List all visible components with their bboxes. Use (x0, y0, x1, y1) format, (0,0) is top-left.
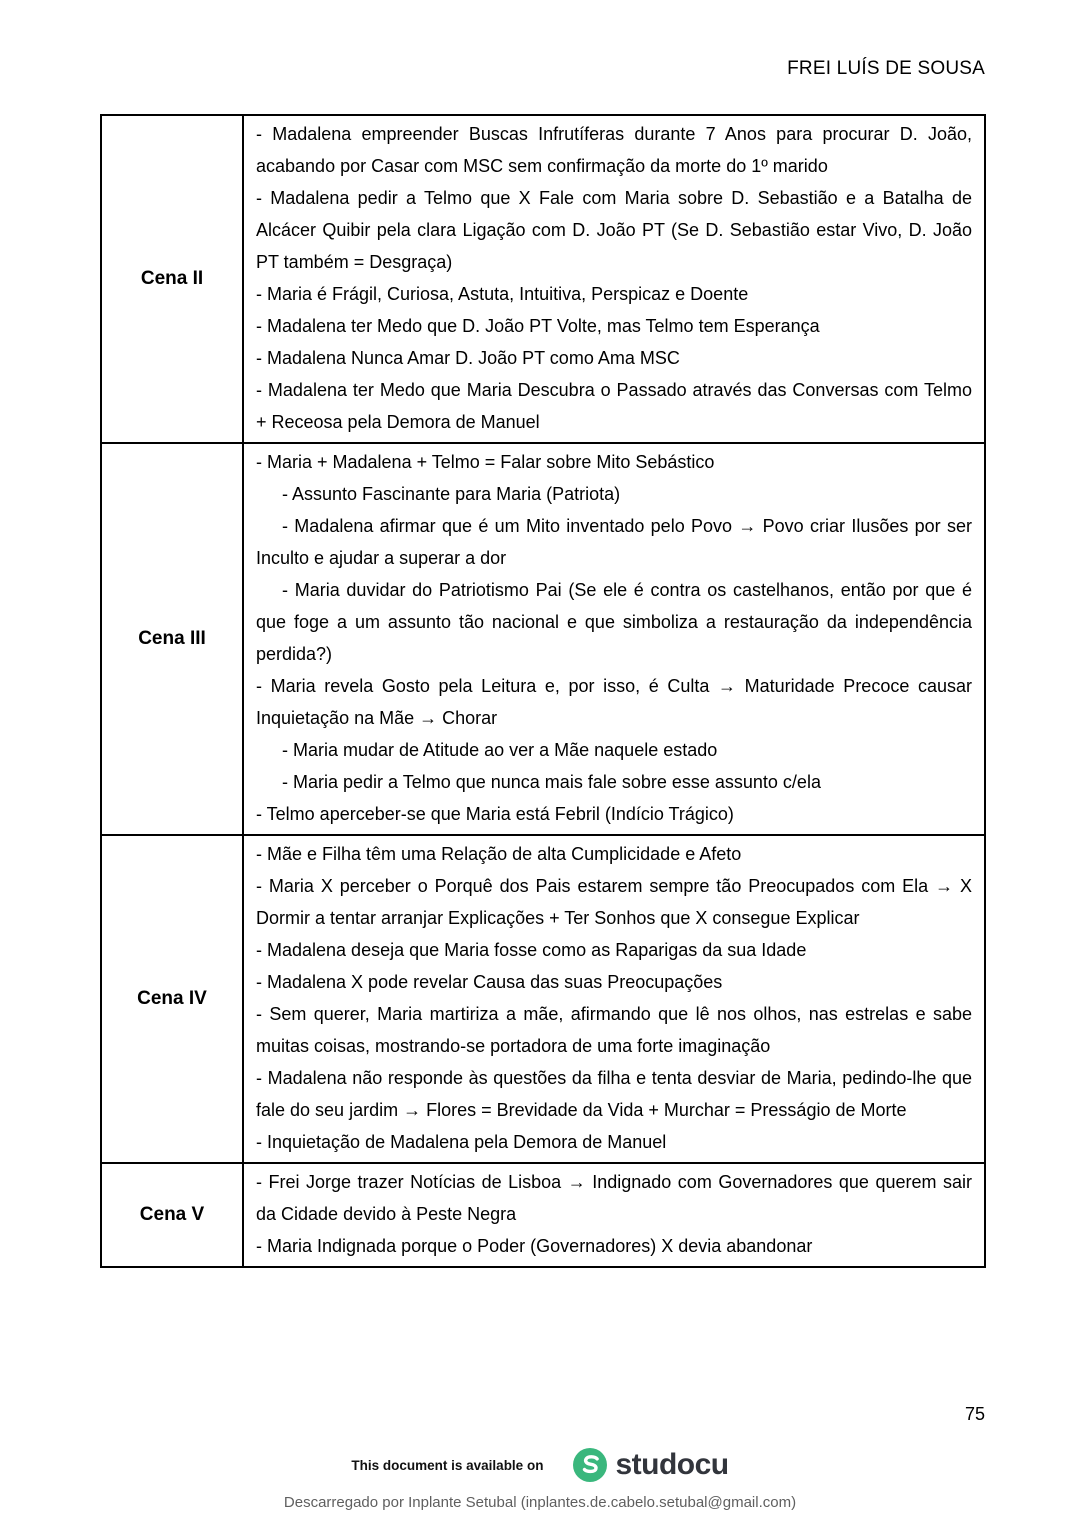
scene-label: Cena V (101, 1163, 243, 1267)
studocu-s-icon (573, 1448, 607, 1482)
content-line: - Maria + Madalena + Telmo = Falar sobre Mito Sebástico (256, 452, 715, 472)
content-line: - Mãe e Filha têm uma Relação de alta Cumplicidade e Afeto (256, 844, 742, 864)
content-line: - Madalena Nunca Amar D. João PT como Ama MSC (256, 348, 680, 368)
scene-content (243, 835, 985, 1163)
scene-label: Cena IV (101, 835, 243, 1163)
content-line: - Madalena não responde às questões da filha e tenta desviar de Maria, pedindo-lhe que fale do seu jardim → Flores = Brevidade da Vida + Murchar = Presságio de Morte (256, 1068, 972, 1120)
content-line: - Madalena ter Medo que Maria Descubra o Passado através das Conversas com Telmo + Receosa pela Demora de Manuel (256, 380, 972, 432)
content-line: - Assunto Fascinante para Maria (Patriota) (282, 484, 621, 504)
content-line: - Madalena X pode revelar Causa das suas Preocupações (256, 972, 723, 992)
scene-label: Cena II (101, 115, 243, 443)
document-title: FREI LUÍS DE SOUSA (787, 58, 985, 79)
scene-row (101, 115, 985, 443)
content-line: - Maria revela Gosto pela Leitura e, por isso, é Culta → Maturidade Precoce causar Inquietação na Mãe → Chorar (256, 676, 972, 728)
content-line: - Frei Jorge trazer Notícias de Lisboa → Indignado com Governadores que querem sair da Cidade devido à Peste Negra (256, 1172, 972, 1224)
scene-row (101, 1163, 985, 1267)
scenes-table-body (101, 115, 985, 1267)
content-line: - Madalena empreender Buscas Infrutíferas durante 7 Anos para procurar D. João, acabando por Casar com MSC sem confirmação da morte do 1º marido (256, 124, 972, 176)
content-line: - Maria Indignada porque o Poder (Governadores) X devia abandonar (256, 1236, 813, 1256)
scene-content (243, 443, 985, 835)
available-on-text: This document is available on (351, 1457, 544, 1473)
scene-label: Cena III (101, 443, 243, 835)
studocu-logo-link[interactable] (573, 1448, 728, 1482)
scenes-table (100, 114, 986, 1268)
content-line: - Inquietação de Madalena pela Demora de Manuel (256, 1132, 667, 1152)
footer-brandline (0, 1448, 1080, 1482)
content-line: - Madalena afirmar que é um Mito inventado pelo Povo → Povo criar Ilusões por ser Inculto e ajudar a superar a dor (256, 516, 972, 568)
content-line: - Telmo aperceber-se que Maria está Febril (Indício Trágico) (256, 804, 734, 824)
content-line: - Madalena deseja que Maria fosse como as Raparigas da sua Idade (256, 940, 807, 960)
content-line: - Maria pedir a Telmo que nunca mais fale sobre esse assunto c/ela (282, 772, 821, 792)
content-line: - Maria duvidar do Patriotismo Pai (Se ele é contra os castelhanos, então por que é que foge a um assunto tão nacional e que simboliza a restauração da independência perdida?) (256, 580, 972, 664)
scene-row (101, 835, 985, 1163)
content-line: - Madalena ter Medo que D. João PT Volte, mas Telmo tem Esperança (256, 316, 820, 336)
content-line: - Maria X perceber o Porquê dos Pais estarem sempre tão Preocupados com Ela → X Dormir a tentar arranjar Explicações + Ter Sonhos que X consegue Explicar (256, 876, 972, 928)
page-number: 75 (964, 1404, 985, 1424)
scene-content (243, 115, 985, 443)
content-line: - Maria é Frágil, Curiosa, Astuta, Intuitiva, Perspicaz e Doente (256, 284, 749, 304)
content-line: - Sem querer, Maria martiriza a mãe, afirmando que lê nos olhos, nas estrelas e sabe muitas coisas, mostrando-se portadora de uma forte imaginação (256, 1004, 972, 1056)
download-attribution-text: Descarregado por Inplante Setubal (inplantes.de.cabelo.setubal@gmail.com) (283, 1494, 797, 1511)
scene-row (101, 443, 985, 835)
scene-content (243, 1163, 985, 1267)
studocu-wordmark: studocu (615, 1448, 729, 1481)
content-line: - Maria mudar de Atitude ao ver a Mãe naquele estado (282, 740, 718, 760)
content-line: - Madalena pedir a Telmo que X Fale com Maria sobre D. Sebastião e a Batalha de Alcácer Quibir pela clara Ligação com D. João PT (Se D. Sebastião estar Vivo, D. João PT também = Desgraça) (256, 188, 972, 272)
